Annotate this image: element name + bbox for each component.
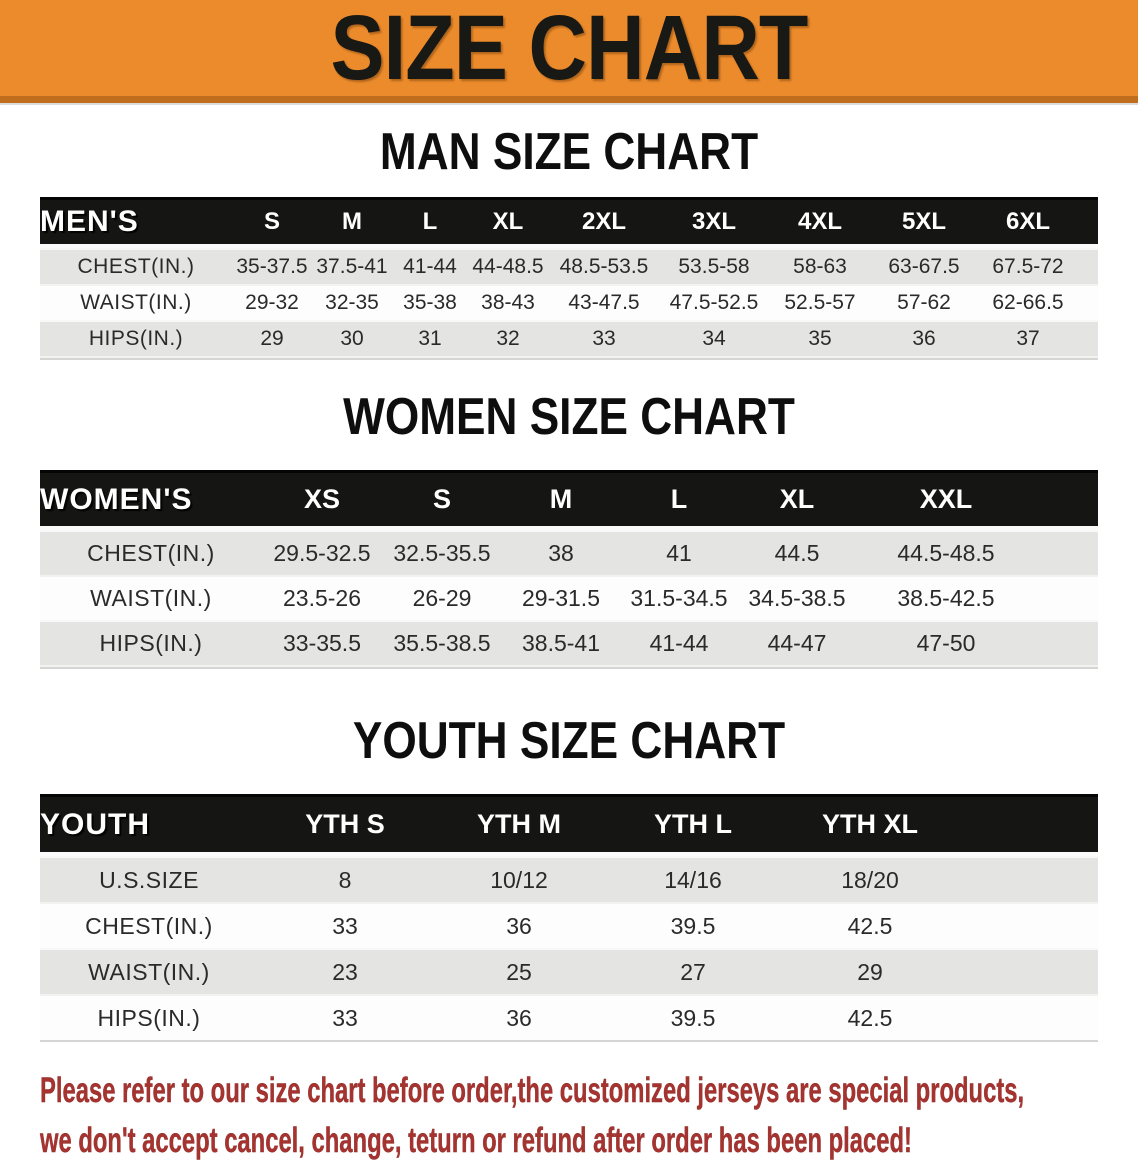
size-value-cell: 39.5 bbox=[606, 996, 780, 1040]
size-chart-section bbox=[0, 713, 1138, 1042]
header-filler bbox=[1080, 197, 1098, 248]
disclaimer-line-2: we don't accept cancel, change, teturn or refund after order has been placed! bbox=[40, 1121, 912, 1161]
section-title: WOMEN SIZE CHART bbox=[343, 388, 795, 447]
size-value-cell: 41-44 bbox=[620, 620, 738, 667]
row-filler bbox=[960, 948, 1098, 996]
size-value-cell: 32.5-35.5 bbox=[382, 530, 502, 577]
size-value-cell: 41 bbox=[620, 530, 738, 577]
table-row bbox=[40, 248, 1098, 286]
size-value-cell: 35.5-38.5 bbox=[382, 620, 502, 667]
row-label: HIPS(IN.) bbox=[40, 620, 262, 667]
size-value-cell: 44-48.5 bbox=[468, 248, 548, 286]
row-filler bbox=[960, 996, 1098, 1040]
size-value-cell: 37.5-41 bbox=[312, 248, 392, 286]
row-label: HIPS(IN.) bbox=[40, 320, 232, 358]
section-title: YOUTH SIZE CHART bbox=[352, 712, 786, 771]
column-header: YTH M bbox=[432, 794, 606, 856]
size-chart-banner bbox=[0, 0, 1138, 103]
size-value-cell: 58-63 bbox=[768, 248, 872, 286]
size-value-cell: 57-62 bbox=[872, 286, 976, 320]
size-value-cell: 23.5-26 bbox=[262, 577, 382, 620]
column-header: YTH S bbox=[258, 794, 432, 856]
size-value-cell: 38-43 bbox=[468, 286, 548, 320]
column-header: YTH L bbox=[606, 794, 780, 856]
size-value-cell: 44.5-48.5 bbox=[856, 530, 1036, 577]
size-value-cell: 38.5-41 bbox=[502, 620, 620, 667]
size-value-cell: 35-37.5 bbox=[232, 248, 312, 286]
size-value-cell: 33 bbox=[548, 320, 660, 358]
table-header-row bbox=[40, 470, 1098, 530]
size-chart-sections bbox=[0, 124, 1138, 1042]
size-value-cell: 33-35.5 bbox=[262, 620, 382, 667]
size-value-cell: 31 bbox=[392, 320, 468, 358]
table-row bbox=[40, 320, 1098, 358]
column-header: M bbox=[502, 470, 620, 530]
table-row bbox=[40, 904, 1098, 948]
row-label: WAIST(IN.) bbox=[40, 286, 232, 320]
size-value-cell: 29-31.5 bbox=[502, 577, 620, 620]
size-value-cell: 29.5-32.5 bbox=[262, 530, 382, 577]
table-row bbox=[40, 530, 1098, 577]
table-header-label: YOUTH bbox=[40, 794, 258, 856]
row-filler bbox=[960, 904, 1098, 948]
size-value-cell: 29 bbox=[780, 948, 960, 996]
table-header-label: WOMEN'S bbox=[40, 470, 262, 530]
size-value-cell: 47.5-52.5 bbox=[660, 286, 768, 320]
size-value-cell: 26-29 bbox=[382, 577, 502, 620]
size-value-cell: 35 bbox=[768, 320, 872, 358]
disclaimer-line-1: Please refer to our size chart before order,the customized jerseys are special products, bbox=[40, 1071, 1025, 1111]
size-value-cell: 34.5-38.5 bbox=[738, 577, 856, 620]
column-header: 3XL bbox=[660, 197, 768, 248]
size-value-cell: 36 bbox=[432, 996, 606, 1040]
table-header-row bbox=[40, 197, 1098, 248]
row-filler bbox=[1080, 248, 1098, 286]
row-filler bbox=[1036, 620, 1098, 667]
size-chart-section bbox=[0, 389, 1138, 669]
column-header: YTH XL bbox=[780, 794, 960, 856]
size-value-cell: 39.5 bbox=[606, 904, 780, 948]
size-value-cell: 32-35 bbox=[312, 286, 392, 320]
size-value-cell: 41-44 bbox=[392, 248, 468, 286]
size-value-cell: 29-32 bbox=[232, 286, 312, 320]
size-value-cell: 35-38 bbox=[392, 286, 468, 320]
row-label: CHEST(IN.) bbox=[40, 904, 258, 948]
table-row bbox=[40, 577, 1098, 620]
row-label: HIPS(IN.) bbox=[40, 996, 258, 1040]
table-row bbox=[40, 286, 1098, 320]
size-value-cell: 53.5-58 bbox=[660, 248, 768, 286]
row-filler bbox=[960, 856, 1098, 904]
section-title: MAN SIZE CHART bbox=[379, 123, 759, 181]
size-value-cell: 30 bbox=[312, 320, 392, 358]
size-value-cell: 14/16 bbox=[606, 856, 780, 904]
table-row bbox=[40, 856, 1098, 904]
size-value-cell: 38 bbox=[502, 530, 620, 577]
size-value-cell: 42.5 bbox=[780, 904, 960, 948]
column-header: 2XL bbox=[548, 197, 660, 248]
row-filler bbox=[1080, 320, 1098, 358]
size-value-cell: 63-67.5 bbox=[872, 248, 976, 286]
size-value-cell: 44-47 bbox=[738, 620, 856, 667]
size-value-cell: 44.5 bbox=[738, 530, 856, 577]
row-label: WAIST(IN.) bbox=[40, 948, 258, 996]
column-header: L bbox=[620, 470, 738, 530]
size-value-cell: 34 bbox=[660, 320, 768, 358]
column-header: XL bbox=[468, 197, 548, 248]
column-header: 4XL bbox=[768, 197, 872, 248]
size-value-cell: 38.5-42.5 bbox=[856, 577, 1036, 620]
header-filler bbox=[1036, 470, 1098, 530]
table-row bbox=[40, 948, 1098, 996]
size-table bbox=[40, 794, 1098, 1042]
column-header: XL bbox=[738, 470, 856, 530]
size-value-cell: 25 bbox=[432, 948, 606, 996]
row-filler bbox=[1036, 577, 1098, 620]
header-filler bbox=[960, 794, 1098, 856]
column-header: L bbox=[392, 197, 468, 248]
size-value-cell: 29 bbox=[232, 320, 312, 358]
column-header: 5XL bbox=[872, 197, 976, 248]
disclaimer-text bbox=[40, 1066, 1025, 1165]
row-filler bbox=[1080, 286, 1098, 320]
size-value-cell: 52.5-57 bbox=[768, 286, 872, 320]
size-value-cell: 18/20 bbox=[780, 856, 960, 904]
size-value-cell: 47-50 bbox=[856, 620, 1036, 667]
banner-title: SIZE CHART bbox=[330, 0, 808, 99]
column-header: 6XL bbox=[976, 197, 1080, 248]
size-chart-section bbox=[0, 124, 1138, 360]
column-header: S bbox=[232, 197, 312, 248]
size-table bbox=[40, 197, 1098, 360]
size-value-cell: 48.5-53.5 bbox=[548, 248, 660, 286]
size-value-cell: 36 bbox=[432, 904, 606, 948]
column-header: XXL bbox=[856, 470, 1036, 530]
size-value-cell: 31.5-34.5 bbox=[620, 577, 738, 620]
size-table bbox=[40, 470, 1098, 669]
row-label: CHEST(IN.) bbox=[40, 530, 262, 577]
table-header-row bbox=[40, 794, 1098, 856]
row-label: U.S.SIZE bbox=[40, 856, 258, 904]
column-header: S bbox=[382, 470, 502, 530]
size-value-cell: 33 bbox=[258, 996, 432, 1040]
size-value-cell: 10/12 bbox=[432, 856, 606, 904]
column-header: XS bbox=[262, 470, 382, 530]
size-value-cell: 23 bbox=[258, 948, 432, 996]
size-value-cell: 27 bbox=[606, 948, 780, 996]
column-header: M bbox=[312, 197, 392, 248]
size-value-cell: 36 bbox=[872, 320, 976, 358]
size-value-cell: 67.5-72 bbox=[976, 248, 1080, 286]
row-label: WAIST(IN.) bbox=[40, 577, 262, 620]
size-value-cell: 8 bbox=[258, 856, 432, 904]
row-label: CHEST(IN.) bbox=[40, 248, 232, 286]
table-row bbox=[40, 620, 1098, 667]
table-row bbox=[40, 996, 1098, 1040]
size-value-cell: 43-47.5 bbox=[548, 286, 660, 320]
size-value-cell: 33 bbox=[258, 904, 432, 948]
size-value-cell: 42.5 bbox=[780, 996, 960, 1040]
size-value-cell: 37 bbox=[976, 320, 1080, 358]
size-value-cell: 62-66.5 bbox=[976, 286, 1080, 320]
row-filler bbox=[1036, 530, 1098, 577]
size-value-cell: 32 bbox=[468, 320, 548, 358]
table-header-label: MEN'S bbox=[40, 197, 232, 248]
